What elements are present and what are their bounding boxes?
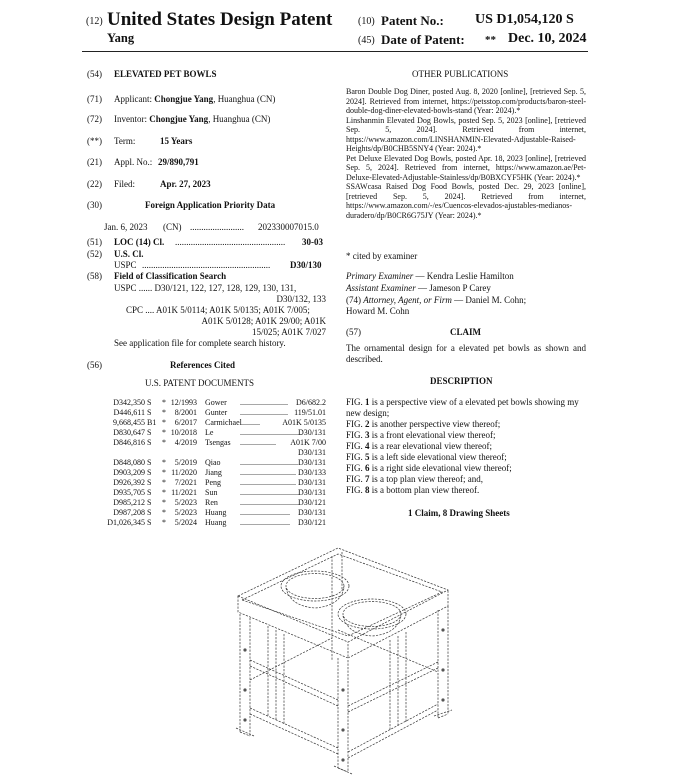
reference-kind: S xyxy=(147,458,152,467)
reference-dots: ............................. xyxy=(240,458,298,467)
term-value: 15 Years xyxy=(160,136,193,146)
description-heading: DESCRIPTION xyxy=(430,376,493,386)
reference-cls: D30/121 xyxy=(298,498,326,507)
filed-code: (22) xyxy=(87,179,102,189)
field-label: Field of Classification Search xyxy=(114,271,227,281)
reference-star: * xyxy=(162,478,166,487)
reference-date: 6/2017 xyxy=(174,418,197,427)
reference-name: Ren xyxy=(205,498,218,507)
reference-star: * xyxy=(162,508,166,517)
reference-cls: D30/131 xyxy=(298,448,326,457)
reference-kind: S xyxy=(147,408,152,417)
other-pubs-heading: OTHER PUBLICATIONS xyxy=(412,69,509,79)
term-label: Term: xyxy=(114,136,136,146)
reference-num: D830,647 xyxy=(113,428,145,437)
date-code: (45) xyxy=(358,35,375,46)
title-code: (54) xyxy=(87,69,102,79)
reference-kind: S xyxy=(147,518,152,527)
publication: Linshanmin Elevated Dog Bowls, posted Sep. 5, 2023 [online], [retrieved Sep. 5, 2024]. Retrieved from internet, https://www.amazon.com/LINSHANMIN-Elevated-Adjustable-Raised-Heights/dp/B0CHB5SNY4 (Year: 2024).* xyxy=(346,115,586,153)
reference-star: * xyxy=(162,408,166,417)
priority-date: Jan. 6, 2023 xyxy=(104,222,148,232)
reference-dots: .............................. xyxy=(240,488,300,497)
reference-name: Huang xyxy=(205,518,227,527)
reference-dots: ........................ xyxy=(240,408,288,417)
inventor-code: (72) xyxy=(87,114,102,124)
figure-description: FIG. 8 is a bottom plan view thereof. xyxy=(346,485,480,495)
reference-kind: S xyxy=(147,438,152,447)
patent-type-title: United States Design Patent xyxy=(107,9,333,30)
publication: Baron Double Dog Diner, posted Aug. 8, 2020 [online], [retrieved Sep. 5, 2024]. Retrieved from internet, https://petsstop.com/products/baron-steel-double-dog-diner-elevated-bowls-stand (Year: 2024).* xyxy=(346,87,586,115)
reference-date: 5/2023 xyxy=(174,498,197,507)
reference-cls: D30/133 xyxy=(298,468,326,477)
field-uspc-line1: USPC ...... D30/121, 122, 127, 128, 129, 130, 131, xyxy=(114,283,297,293)
uscl-code: (52) xyxy=(87,249,102,259)
reference-name: Gunter xyxy=(205,408,228,417)
figure-description: FIG. 7 is a top plan view thereof; and, xyxy=(346,474,483,484)
patent-no-code: (10) xyxy=(358,16,375,27)
term-code: (**) xyxy=(87,136,102,146)
reference-date: 4/2019 xyxy=(174,438,197,447)
appl-code: (21) xyxy=(87,157,102,167)
reference-cls: D30/131 xyxy=(298,488,326,497)
reference-cls: D30/131 xyxy=(298,478,326,487)
reference-num: D1,026,345 xyxy=(107,518,145,527)
header-inventor-name: Yang xyxy=(107,31,135,45)
reference-kind: S xyxy=(147,398,152,407)
reference-dots: .................. xyxy=(240,438,276,447)
claim-text: The ornamental design for a elevated pet bowls as shown and described. xyxy=(346,343,586,364)
reference-dots: .......... xyxy=(240,418,260,427)
refs-code: (56) xyxy=(87,360,102,370)
applicant-code: (71) xyxy=(87,94,102,104)
reference-name: Carmichael xyxy=(205,418,242,427)
figure-description: FIG. 5 is a left side elevational view thereof; xyxy=(346,452,507,462)
reference-star: * xyxy=(162,418,166,427)
field-cpc-line2: A01K 5/0128; A01K 29/00; A01K xyxy=(201,316,326,326)
publication: Pet Deluxe Elevated Dog Bowls, posted Apr. 18, 2023 [online], [retrieved Sep. 5, 2024]. Retrieved from internet, https://www.amazon.ae/Pet-Deluxe-Elevated-Adjustable-Stainless/dp/B0BXCYF5HK (Year: 2024).* xyxy=(346,153,586,182)
figure-description: FIG. 1 is a perspective view of a elevated pet bowls showing my new design; xyxy=(346,397,579,418)
reference-dots: ............................ xyxy=(240,478,296,487)
reference-kind: B1 xyxy=(147,418,157,427)
reference-date: 11/2020 xyxy=(171,468,197,477)
uspc-dots: ......................................................... xyxy=(142,260,271,270)
field-uspc-line2: D30/132, 133 xyxy=(276,294,326,304)
reference-cls: A01K 5/0135 xyxy=(282,418,326,427)
refs-heading: References Cited xyxy=(170,360,236,370)
figure-description: FIG. 4 is a rear elevational view thereof; xyxy=(346,441,492,451)
reference-num: D342,350 xyxy=(113,398,145,407)
claim-code: (57) xyxy=(346,327,361,337)
filed-value: Apr. 27, 2023 xyxy=(160,179,211,189)
field-cpc-line3: 15/025; A01K 7/027 xyxy=(251,327,326,337)
reference-kind: S xyxy=(147,478,152,487)
refs-subheading: U.S. PATENT DOCUMENTS xyxy=(145,378,255,388)
priority-country: (CN) xyxy=(163,222,182,232)
reference-star: * xyxy=(162,488,166,497)
reference-kind: S xyxy=(147,508,152,517)
reference-date: 5/2019 xyxy=(174,458,197,467)
reference-date: 5/2024 xyxy=(174,518,197,527)
reference-num: D846,816 xyxy=(113,438,145,447)
inventor-row: Inventor: Chongjue Yang, Huanghua (CN) xyxy=(114,114,271,124)
figure-description: FIG. 3 is a front elevational view thereof; xyxy=(346,430,496,440)
loc-dots: ................................................. xyxy=(175,237,286,247)
reference-dots: ............................... xyxy=(240,428,302,437)
header-rule xyxy=(82,51,588,52)
reference-cls: D30/131 xyxy=(298,458,326,467)
reference-name: Tsengas xyxy=(205,438,231,447)
figure-description: FIG. 2 is another perspective view thereof; xyxy=(346,419,501,429)
reference-kind: S xyxy=(147,488,152,497)
loc-value: 30-03 xyxy=(302,237,323,247)
reference-name: Sun xyxy=(205,488,218,497)
patent-no-label: Patent No.: xyxy=(381,13,444,28)
reference-num: D987,208 xyxy=(113,508,145,517)
reference-cls: D30/121 xyxy=(298,518,326,527)
figure-description: FIG. 6 is a right side elevational view thereof; xyxy=(346,463,512,473)
other-publications xyxy=(346,87,586,220)
loc-code: (51) xyxy=(87,237,102,247)
reference-name: Jiang xyxy=(205,468,222,477)
reference-name: Peng xyxy=(205,478,221,487)
attorney-line2: Howard M. Cohn xyxy=(346,306,410,316)
reference-cls: D30/131 xyxy=(298,508,326,517)
primary-examiner: Primary Examiner — Kendra Leslie Hamilton xyxy=(346,271,514,281)
reference-date: 8/2001 xyxy=(174,408,197,417)
reference-star: * xyxy=(162,498,166,507)
publication: SSAWcasa Raised Dog Food Bowls, posted Dec. 29, 2023 [online], [retrieved Sep. 5, 2024]. Retrieved from internet, https://www.amazon.com/-/es/Cuencos-elevados-ajustables-medianos-duradero/dp/B0CR6G75JY (Year: 2024).* xyxy=(346,182,586,220)
reference-num: D985,212 xyxy=(113,498,145,507)
reference-date: 11/2021 xyxy=(171,488,197,497)
reference-date: 10/2018 xyxy=(170,428,197,437)
claim-heading: CLAIM xyxy=(450,327,481,337)
reference-date: 7/2021 xyxy=(174,478,197,487)
cited-note: * cited by examiner xyxy=(346,251,418,261)
claims-summary: 1 Claim, 8 Drawing Sheets xyxy=(408,508,510,518)
reference-kind: S xyxy=(147,468,152,477)
reference-num: D903,209 xyxy=(113,468,145,477)
reference-date: 12/1993 xyxy=(170,398,197,407)
reference-kind: S xyxy=(147,428,152,437)
uspc-value: D30/130 xyxy=(290,260,322,270)
reference-dots: ......................... xyxy=(240,518,290,527)
field-note: See application file for complete search history. xyxy=(114,338,286,348)
priority-heading: Foreign Application Priority Data xyxy=(145,200,276,210)
patent-number: US D1,054,120 S xyxy=(475,12,574,27)
reference-num: 9,668,455 xyxy=(113,418,145,427)
figure-list xyxy=(346,397,588,496)
reference-cls: D30/131 xyxy=(298,428,326,437)
reference-star: * xyxy=(162,518,166,527)
filed-label: Filed: xyxy=(114,179,136,189)
uspc-label: USPC xyxy=(114,260,137,270)
reference-cls: 119/51.01 xyxy=(294,408,326,417)
reference-dots: ......................... xyxy=(240,508,290,517)
invention-title: ELEVATED PET BOWLS xyxy=(114,69,217,79)
applicant-row: Applicant: Chongjue Yang, Huanghua (CN) xyxy=(114,94,276,104)
reference-star: * xyxy=(162,438,166,447)
reference-name: Qiao xyxy=(205,458,221,467)
elevated-pet-bowls-drawing xyxy=(220,530,460,775)
reference-dots: ........................ xyxy=(240,398,288,407)
date-mark: ** xyxy=(485,34,496,46)
appl-label: Appl. No.: xyxy=(114,157,153,167)
reference-kind: S xyxy=(147,498,152,507)
reference-star: * xyxy=(162,458,166,467)
assistant-examiner: Assistant Examiner — Jameson P Carey xyxy=(346,283,491,293)
reference-num: D935,705 xyxy=(113,488,145,497)
reference-num: D926,392 xyxy=(113,478,145,487)
reference-name: Huang xyxy=(205,508,227,517)
reference-num: D446,611 xyxy=(113,408,145,417)
reference-star: * xyxy=(162,398,166,407)
priority-code: (30) xyxy=(87,200,102,210)
reference-star: * xyxy=(162,468,166,477)
priority-dots: ........................ xyxy=(190,222,244,232)
appl-value: 29/890,791 xyxy=(158,157,199,167)
patent-date: Dec. 10, 2024 xyxy=(508,31,587,46)
date-label: Date of Patent: xyxy=(381,32,465,47)
doc-code: (12) xyxy=(86,16,103,27)
uscl-label: U.S. Cl. xyxy=(114,249,144,259)
reference-name: Gower xyxy=(205,398,227,407)
field-cpc-line1: CPC .... A01K 5/0114; A01K 5/0135; A01K 7/005; xyxy=(126,305,310,315)
loc-label: LOC (14) Cl. xyxy=(114,237,165,247)
reference-dots: ............................ xyxy=(240,468,296,477)
reference-star: * xyxy=(162,428,166,437)
reference-dots: .............................. xyxy=(240,498,300,507)
reference-name: Le xyxy=(205,428,214,437)
reference-num: D848,080 xyxy=(113,458,145,467)
reference-cls: A01K 7/00 xyxy=(290,438,326,447)
field-code: (58) xyxy=(87,271,102,281)
attorney: (74) Attorney, Agent, or Firm — Daniel M. Cohn; xyxy=(346,295,527,305)
reference-date: 5/2023 xyxy=(174,508,197,517)
priority-number: 202330007015.0 xyxy=(258,222,319,232)
reference-cls: D6/682.2 xyxy=(296,398,326,407)
